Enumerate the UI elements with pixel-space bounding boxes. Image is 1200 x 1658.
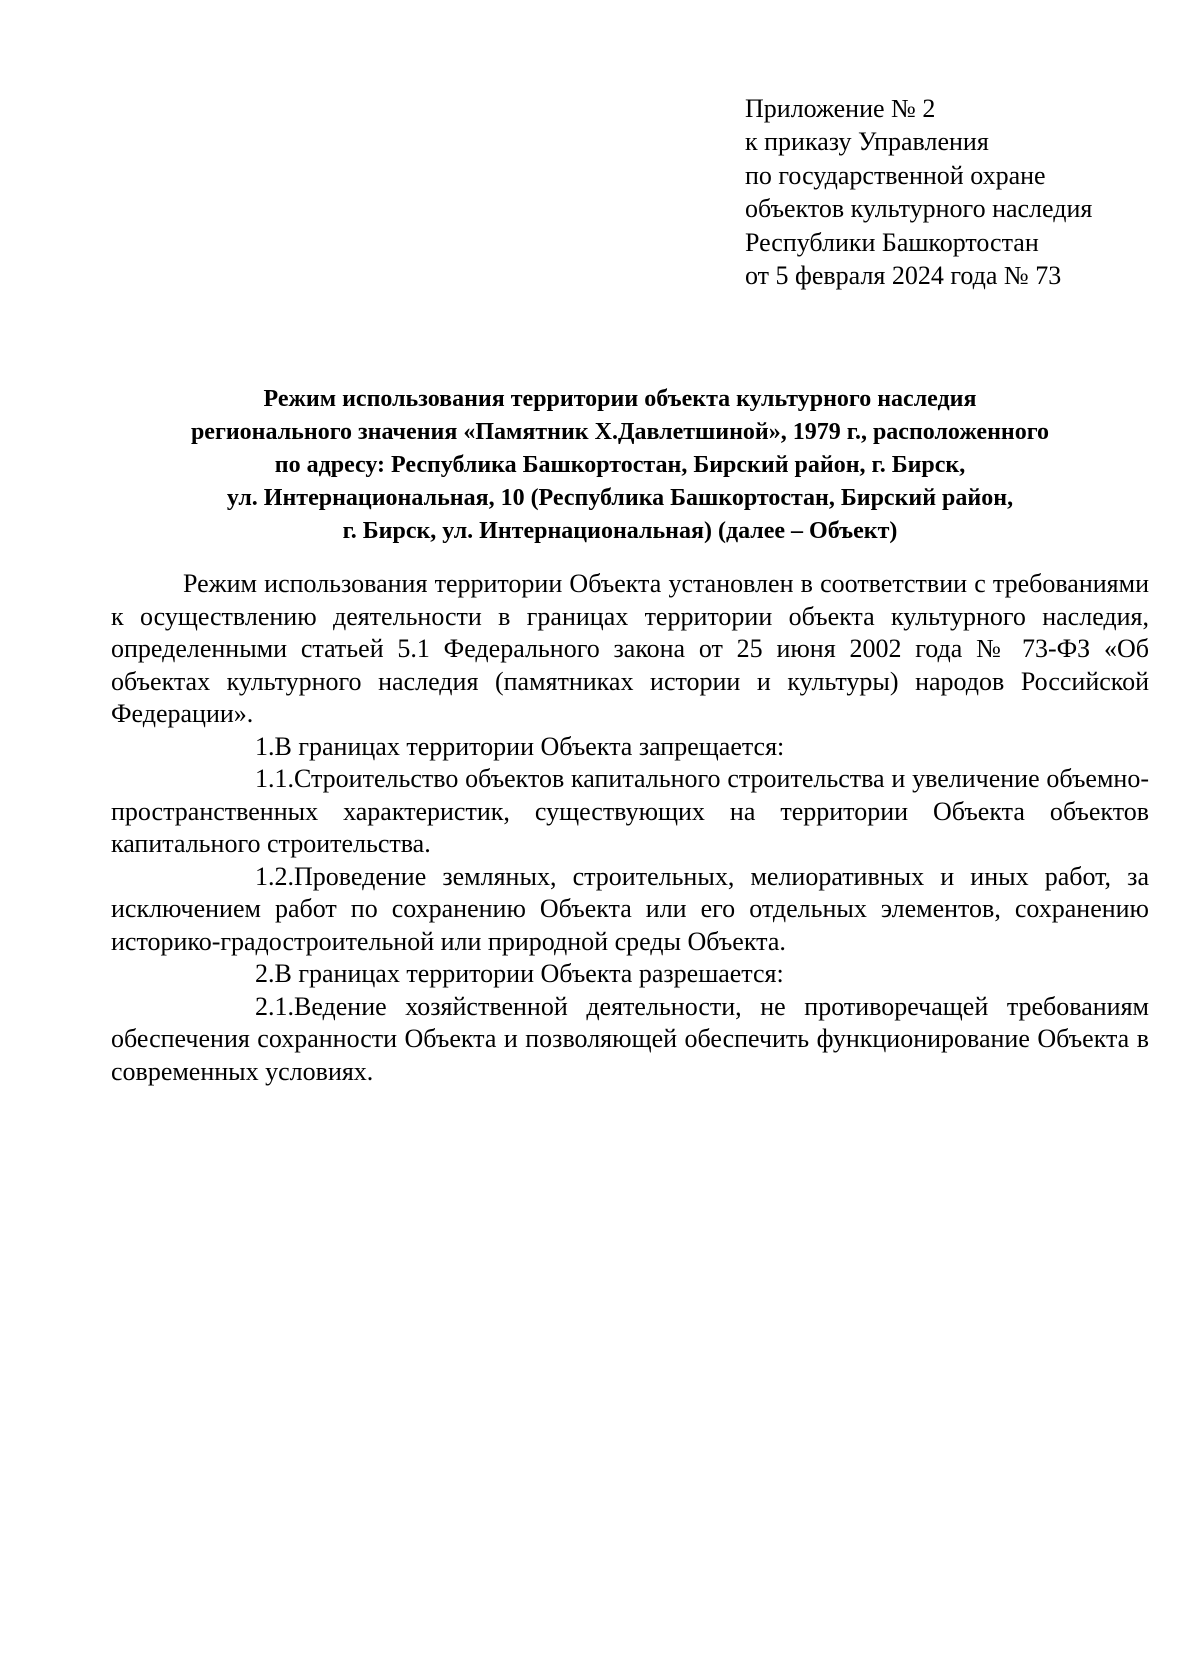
clause-number: 1.2. bbox=[255, 861, 294, 891]
title-line: ул. Интернациональная, 10 (Республика Башкортостан, Бирский район, bbox=[226, 485, 1014, 511]
appendix-line: Приложение № 2 bbox=[745, 94, 936, 123]
clause-1-1 bbox=[111, 763, 1149, 861]
title-line: г. Бирск, ул. Интернациональная) (далее – Объект) bbox=[342, 518, 898, 544]
appendix-line: Республики Башкортостан bbox=[745, 227, 1039, 257]
title-line: регионального значения «Памятник Х.Давлетшиной», 1979 г., расположенного bbox=[190, 419, 1050, 445]
clause-text: В границах территории Объекта разрешается: bbox=[274, 959, 784, 988]
clause-text: Строительство объектов капитального строительства и увеличение объемно-пространственных характеристик, существующих на территории Объекта объектов капитального строительства. bbox=[111, 764, 1149, 858]
title-line: по адресу: Республика Башкортостан, Бирский район, г. Бирск, bbox=[274, 452, 966, 478]
clause-number: 1. bbox=[255, 731, 275, 761]
intro-paragraph: Режим использования территории Объекта установлен в соответствии с требованиями к осуществлению деятельности в границах территории объекта культурного наследия, определенными статьей 5.1 Федерального закона от 25 июня 2002 года № 73-ФЗ «Об объектах культурного наследия (памятниках истории и культуры) народов Российской Федерации». bbox=[111, 569, 1149, 728]
clause-text: В границах территории Объекта запрещается: bbox=[274, 731, 785, 761]
clause-number: 1.1. bbox=[255, 764, 294, 793]
clause-1-2 bbox=[111, 861, 1149, 959]
clause-number: 2.1. bbox=[255, 991, 294, 1021]
appendix-line: по государственной охране bbox=[745, 160, 1046, 190]
appendix-line: к приказу Управления bbox=[745, 127, 989, 157]
appendix-header bbox=[745, 92, 1165, 292]
clause-1 bbox=[111, 731, 1149, 764]
title-line: Режим использования территории объекта культурного наследия bbox=[263, 386, 977, 412]
document-body bbox=[111, 568, 1149, 1088]
document-title bbox=[100, 383, 1140, 548]
clause-2 bbox=[111, 958, 1149, 991]
appendix-line: объектов культурного наследия bbox=[745, 194, 1093, 224]
appendix-line: от 5 февраля 2024 года № 73 bbox=[745, 261, 1062, 291]
clause-number: 2. bbox=[255, 959, 275, 988]
clause-2-1 bbox=[111, 991, 1149, 1089]
clause-text: Проведение земляных, строительных, мелиоративных и иных работ, за исключением работ по сохранению Объекта или его отдельных элементов, сохранению историко-градостроительной или природной среды Объекта. bbox=[111, 861, 1149, 956]
clause-text: Ведение хозяйственной деятельности, не противоречащей требованиям обеспечения сохранности Объекта и позволяющей обеспечить функционирование Объекта в современных условиях. bbox=[111, 991, 1149, 1086]
